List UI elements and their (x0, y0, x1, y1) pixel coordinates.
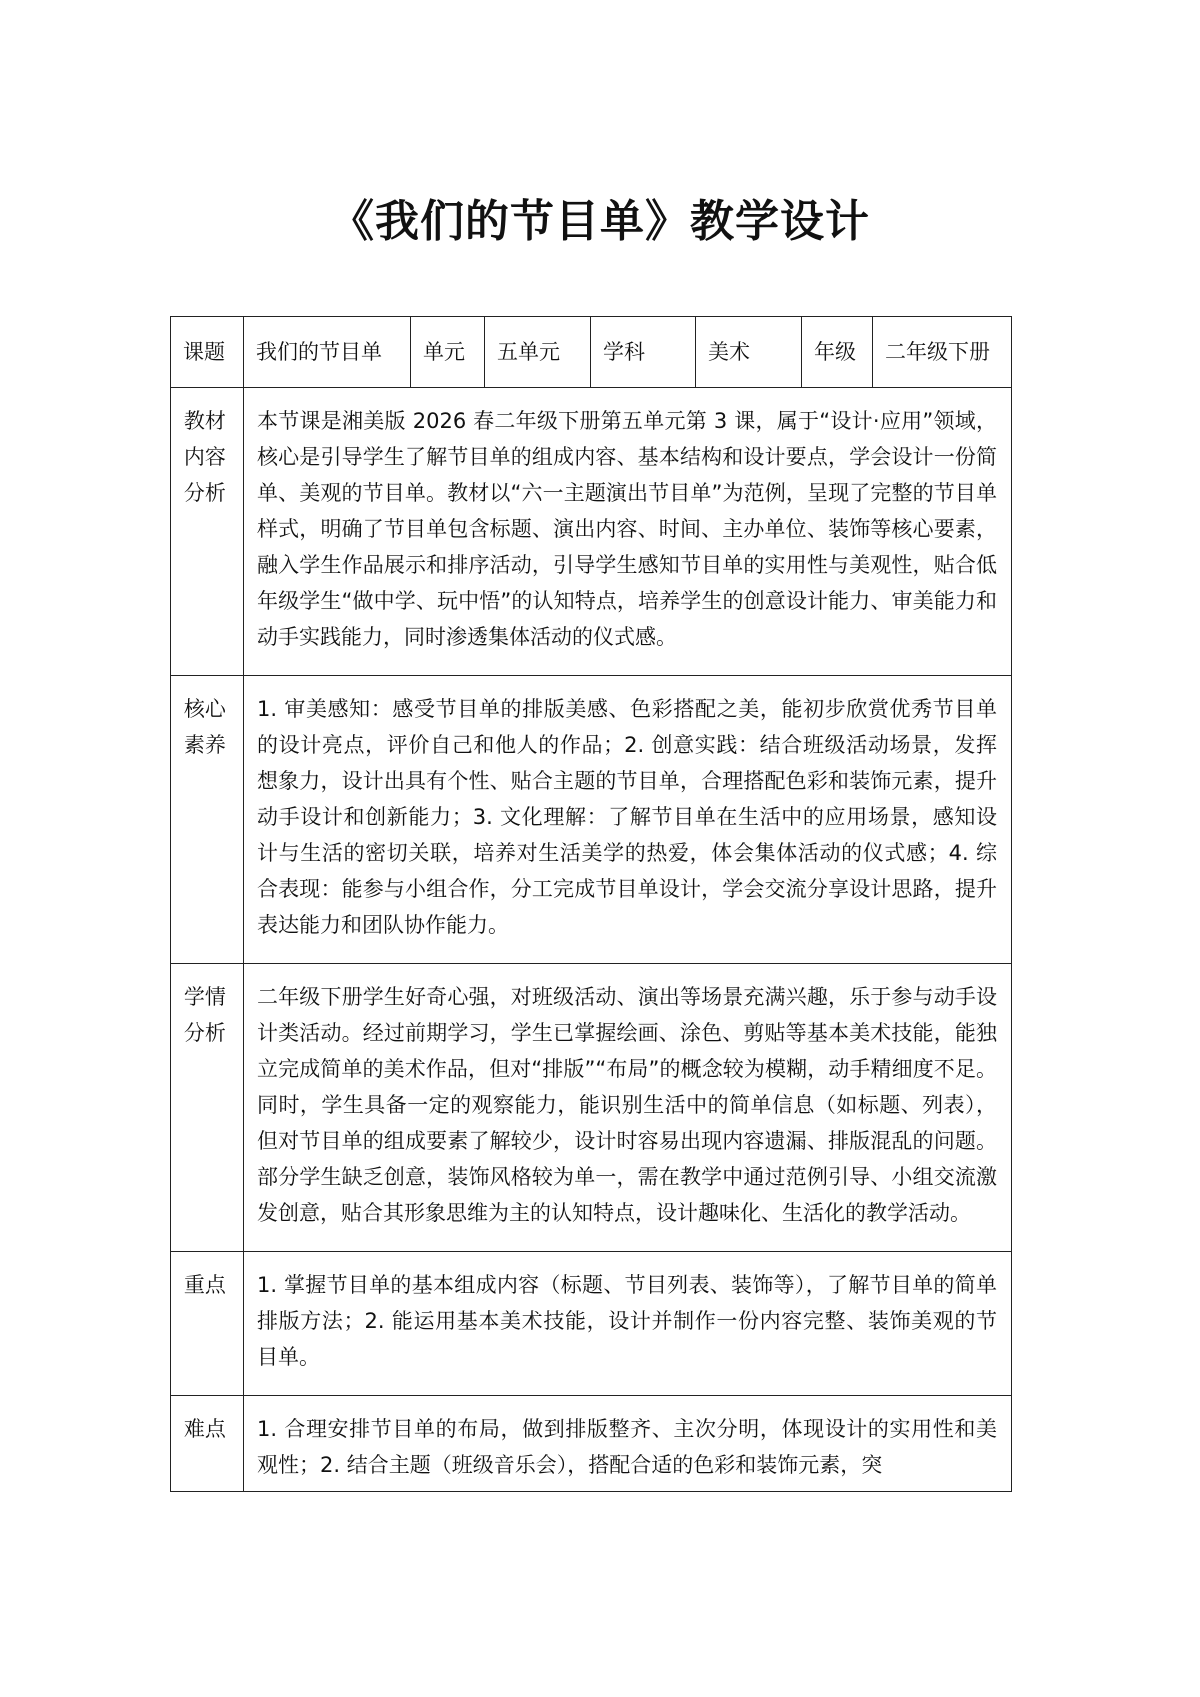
student-analysis-label-cell (171, 964, 244, 1252)
topic-value: 我们的节目单 (244, 317, 411, 388)
core-literacy-label-cell (171, 676, 244, 964)
grade-label: 年级 (802, 317, 873, 388)
header-row (171, 317, 1012, 388)
material-analysis-content: 本节课是湘美版 2026 春二年级下册第五单元第 3 课，属于“设计·应用”领域，核心是引导学生了解节目单的组成内容、基本结构和设计要点，学会设计一份简单、美观的节目单。教材以“六一主题演出节目单”为范例，呈现了完整的节目单样式，明确了节目单包含标题、演出内容、时间、主办单位、装饰等核心要素，融入学生作品展示和排序活动，引导学生感知节目单的实用性与美观性，贴合低年级学生“做中学、玩中悟”的认知特点，培养学生的创意设计能力、审美能力和动手实践能力，同时渗透集体活动的仪式感。 (244, 388, 1012, 676)
difficulties-label: 难点 (183, 1417, 226, 1441)
key-points-content: 1. 掌握节目单的基本组成内容（标题、节目列表、装饰等），了解节目单的简单排版方法；2. 能运用基本美术技能，设计并制作一份内容完整、装饰美观的节目单。 (244, 1252, 1012, 1396)
core-literacy-row (171, 676, 1012, 964)
key-points-row (171, 1252, 1012, 1396)
material-analysis-label: 教材内容分析 (183, 409, 226, 505)
difficulties-label-cell (171, 1396, 244, 1492)
unit-label: 单元 (411, 317, 485, 388)
subject-value: 美术 (696, 317, 802, 388)
unit-value: 五单元 (485, 317, 591, 388)
material-analysis-row (171, 388, 1012, 676)
difficulties-row (171, 1396, 1012, 1492)
student-analysis-row (171, 964, 1012, 1252)
difficulties-content: 1. 合理安排节目单的布局，做到排版整齐、主次分明，体现设计的实用性和美观性；2. 结合主题（班级音乐会），搭配合适的色彩和装饰元素，突 (244, 1396, 1012, 1492)
key-points-label-cell (171, 1252, 244, 1396)
student-analysis-content: 二年级下册学生好奇心强，对班级活动、演出等场景充满兴趣，乐于参与动手设计类活动。经过前期学习，学生已掌握绘画、涂色、剪贴等基本美术技能，能独立完成简单的美术作品，但对“排版”“布局”的概念较为模糊，动手精细度不足。同时，学生具备一定的观察能力，能识别生活中的简单信息（如标题、列表），但对节目单的组成要素了解较少，设计时容易出现内容遗漏、排版混乱的问题。部分学生缺乏创意，装饰风格较为单一，需在教学中通过范例引导、小组交流激发创意，贴合其形象思维为主的认知特点，设计趣味化、生活化的教学活动。 (244, 964, 1012, 1252)
topic-label: 课题 (171, 317, 244, 388)
core-literacy-content: 1. 审美感知：感受节目单的排版美感、色彩搭配之美，能初步欣赏优秀节目单的设计亮点，评价自己和他人的作品；2. 创意实践：结合班级活动场景，发挥想象力，设计出具有个性、贴合主题的节目单，合理搭配色彩和装饰元素，提升动手设计和创新能力；3. 文化理解：了解节目单在生活中的应用场景，感知设计与生活的密切关联，培养对生活美学的热爱，体会集体活动的仪式感；4. 综合表现：能参与小组合作，分工完成节目单设计，学会交流分享设计思路，提升表达能力和团队协作能力。 (244, 676, 1012, 964)
core-literacy-label: 核心素养 (183, 697, 226, 757)
lesson-plan-table (170, 316, 1012, 1492)
student-analysis-label: 学情分析 (183, 985, 226, 1045)
subject-label: 学科 (591, 317, 696, 388)
key-points-label: 重点 (183, 1273, 226, 1297)
document-title: 《我们的节目单》教学设计 (330, 196, 870, 247)
material-analysis-label-cell (171, 388, 244, 676)
grade-value: 二年级下册 (873, 317, 1012, 388)
